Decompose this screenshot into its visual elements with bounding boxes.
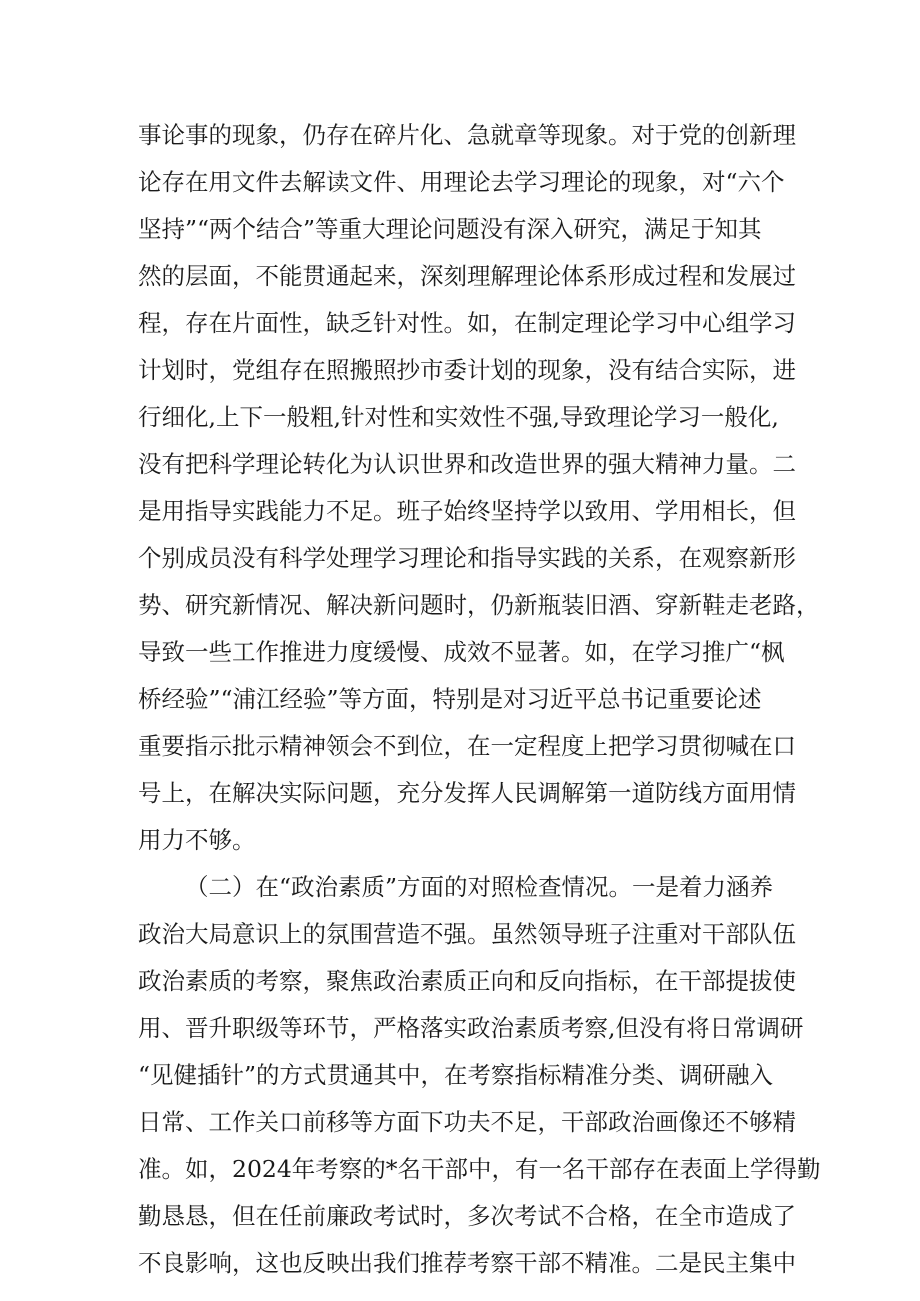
text-line: 不良影响，这也反映出我们推荐考察干部不精准。二是民主集中 (138, 1249, 796, 1277)
text-line: 号上，在解决实际问题，充分发挥人民调解第一道防线方面用情 (138, 779, 796, 807)
text-line: 重要指示批示精神领会不到位，在一定程度上把学习贯彻喊在口 (138, 732, 796, 760)
text-line: 导致一些工作推进力度缓慢、成效不显著。如，在学习推广“枫 (138, 638, 785, 666)
text-line: 然的层面，不能贯通起来，深刻理解理论体系形成过程和发展过 (138, 262, 796, 290)
text-line: 行细化,上下一般粗,针对性和实效性不强,导致理论学习一般化, (138, 403, 779, 431)
text-line: 势、研究新情况、解决新问题时，仍新瓶装旧酒、穿新鞋走老路， (138, 591, 820, 619)
text-line: 用力不够。 (138, 826, 256, 854)
text-line: 计划时，党组存在照搬照抄市委计划的现象，没有结合实际，进 (138, 356, 796, 384)
text-line: 政治素质的考察，聚焦政治素质正向和反向指标，在干部提拔使 (138, 967, 796, 995)
text-line: 政治大局意识上的氛围营造不强。虽然领导班子注重对干部队伍 (138, 920, 796, 948)
text-line: 个别成员没有科学处理学习理论和指导实践的关系，在观察新形 (138, 544, 796, 572)
text-line: 坚持”“两个结合”等重大理论问题没有深入研究，满足于知其 (138, 215, 762, 243)
section-heading-line: （二）在“政治素质”方面的对照检查情况。一是着力涵养 (185, 873, 774, 901)
text-line: “见健插针”的方式贯通其中，在考察指标精准分类、调研融入 (138, 1061, 774, 1089)
text-line: 事论事的现象，仍存在碎片化、急就章等现象。对于党的创新理 (138, 121, 796, 149)
text-line: 用、晋升职级等环节，严格落实政治素质考察,但没有将日常调研 (138, 1014, 804, 1042)
text-line: 日常、工作关口前移等方面下功夫不足，干部政治画像还不够精 (138, 1108, 796, 1136)
text-line: 准。如，2024年考察的*名干部中，有一名干部存在表面上学得勤 (138, 1155, 821, 1183)
text-line: 桥经验”“浦江经验”等方面，特别是对习近平总书记重要论述 (138, 685, 762, 713)
text-line: 程，存在片面性，缺乏针对性。如，在制定理论学习中心组学习 (138, 309, 796, 337)
text-line: 没有把科学理论转化为认识世界和改造世界的强大精神力量。二 (138, 450, 796, 478)
text-line: 勤恳恳，但在任前廉政考试时，多次考试不合格，在全市造成了 (138, 1202, 796, 1230)
text-line: 是用指导实践能力不足。班子始终坚持学以致用、学用相长，但 (138, 497, 796, 525)
text-line: 论存在用文件去解读文件、用理论去学习理论的现象，对“六个 (138, 168, 785, 196)
